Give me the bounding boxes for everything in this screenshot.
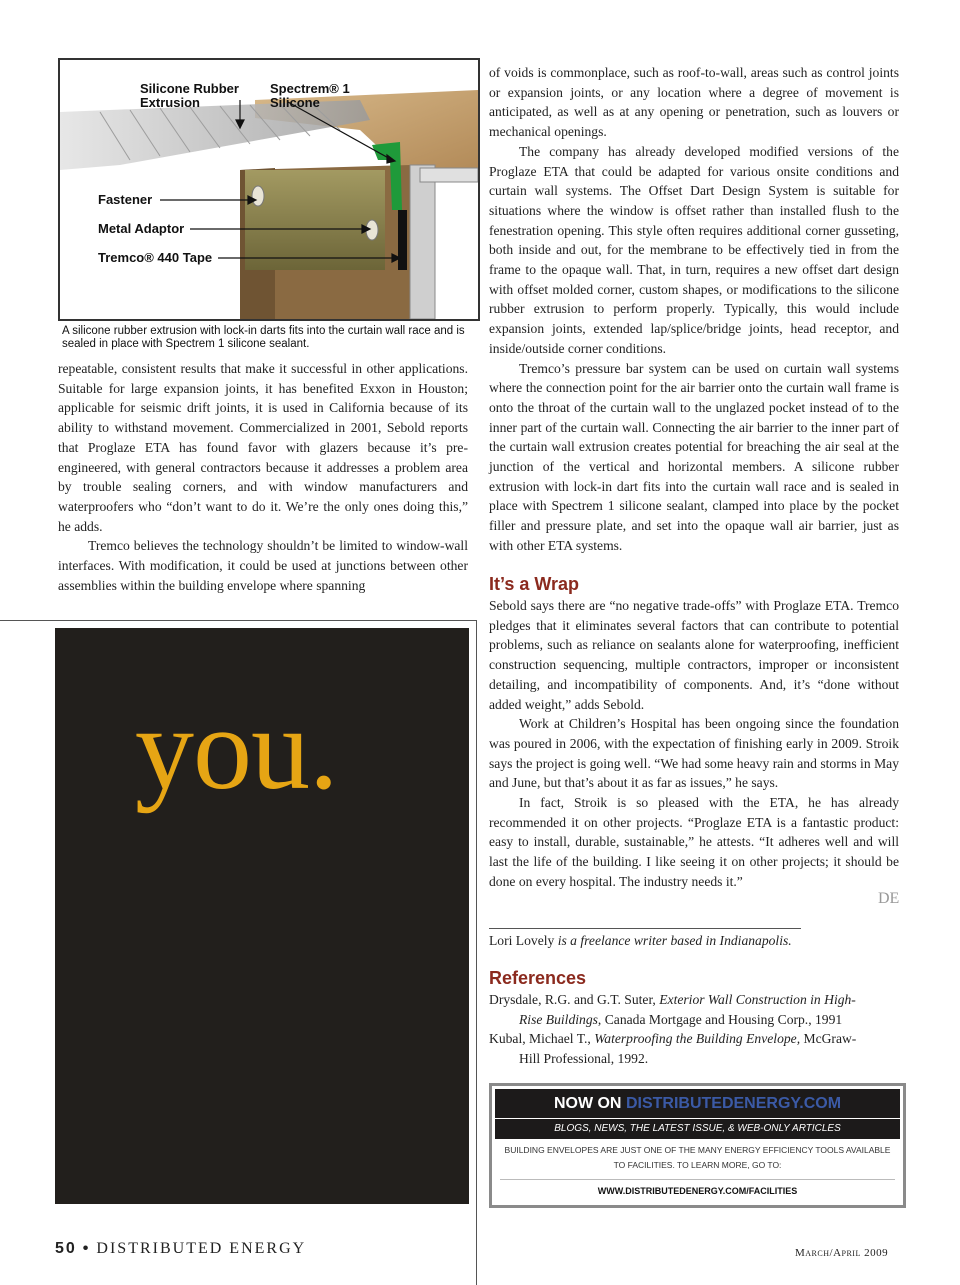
page-number: 50 [55, 1240, 77, 1257]
now-on-label: NOW ON [553, 1095, 626, 1112]
site-link[interactable]: DISTRIBUTEDENERGY.COM [625, 1095, 842, 1112]
reference-item [489, 990, 874, 1029]
spectrem-silicone-label: Spectrem® 1 Silicone [270, 81, 350, 110]
paragraph: repeatable, consistent results that make it successful in other applications. Suitable for large expansion joints, it has benefited Exxon in Houston; applicable for seismic drift joints, it is used in California because of its ability to withstand movement. Commercialized in 2001, Sebold reports that Proglaze ETA has found favor with glazers because it’s pre-engineered, with general contractors because it addresses a problem area by trouble sealing corners, and with window manufacturers and waterproofers who “don’t want to do it. We’re the only ones doing this,” he adds. [58, 361, 468, 534]
right-column-text [489, 63, 899, 556]
reference-authors: Kubal, Michael T., [489, 1031, 595, 1047]
divider [476, 620, 477, 1285]
paragraph: Tremco’s pressure bar system can be used on curtain wall systems where the connection point for the air barrier onto the curtain wall frame is onto the throat of the curtain wall to the unglazed pocket instead of to the inner part of the curtain wall. Connecting the air barrier to the inner part of the curtain wall extrusion creates potential for breaching the air seal at the junction of the vertical and horizontal members. A silicone rubber extrusion with lock-in dart fits into the curtain wall race and is sealed in place with Spectrem 1 silicone sealant, clamped into place by the pocket filler and pressure plate, and set into the opaque wall air barrier, just as with other ETA systems. [489, 360, 899, 553]
curtain-wall-illustration [60, 60, 478, 319]
reference-item [489, 1029, 874, 1068]
web-promo-url[interactable]: WWW.DISTRIBUTEDENERGY.COM/FACILITIES [500, 1179, 895, 1196]
reference-publisher: McGraw-Hill Professional, 1992. [519, 1031, 857, 1067]
author-bio [489, 931, 899, 951]
fastener-label: Fastener [98, 192, 153, 207]
paragraph: Sebold says there are “no negative trade-offs” with Proglaze ETA. Tremco pledges that it eliminates several factors that can contribute to potential problems, such as reliance on sealants alone for waterproofing, inefficient construction sequencing, multiple contractors, improper or inconsistent detailing, and incompatibility of components. And, it’s “done without added weight,” adds Sebold. [489, 598, 899, 712]
web-promo-header [495, 1089, 900, 1118]
divider [0, 620, 476, 621]
issue-date: March/April 2009 [795, 1247, 889, 1259]
author-bio-text: is a freelance writer based in Indianapolis. [554, 933, 792, 948]
paragraph: Tremco believes the technology shouldn’t be limited to window-wall interfaces. With modification, it could be used at junctions between other assemblies within the building envelope where spanning [58, 538, 468, 593]
section-heading-references: References [489, 968, 587, 988]
reference-publisher: , Canada Mortgage and Housing Corp., 1991 [597, 1011, 843, 1027]
web-promo-box [489, 1083, 906, 1208]
silicone-rubber-extrusion-label: Silicone Rubber Extrusion [140, 81, 239, 110]
wrap-section-text [489, 596, 899, 892]
paragraph: Work at Children’s Hospital has been ongoing since the foundation was poured in 2006, with the expectation of finishing early in 2009. Stroik says the project is going well. “We had some heavy rain and storms in May and June, but that’s about it as far as issues,” he says. [489, 716, 899, 791]
web-promo-body: BUILDING ENVELOPES ARE JUST ONE OF THE MANY ENERGY EFFICIENCY TOOLS AVAILABLE TO FACILITIES. TO LEARN MORE, GO TO: [504, 1145, 891, 1170]
references-list [489, 990, 874, 1069]
paragraph: The company has already developed modified versions of the Proglaze ETA that could be adapted for various onsite conditions and curtain wall systems. The Offset Dart Design System is suitable for situations where the window is offset rather than installed flush to the fenestration opening. This style often requires additional corner gusseting, both inside and out, for the membrane to be effectively tied in from the frame to the opaque wall. That, in turn, requires a new offset dart design with offset molded corner, custom shapes, or modifications to the silicone rubber extrusion to perform properly. Typically, this would include expansion joints, extended lap/splice/bridge joints, head receptor, and inside/outside corner conditions. [489, 143, 899, 356]
web-promo-subtitle: BLOGS, NEWS, THE LATEST ISSUE, & WEB-ONLY ARTICLES [495, 1119, 900, 1139]
curtain-wall-diagram [58, 58, 480, 321]
reference-authors: Drysdale, R.G. and G.T. Suter, [489, 992, 660, 1007]
paragraph: of voids is commonplace, such as roof-to-wall, areas such as control joints or expansion joints, or any location where a degree of movement is anticipated, as well as at any opening or penetration, such as louvers or mechanical openings. [489, 65, 899, 140]
footer-bullet: • [82, 1240, 91, 1257]
left-column-text [58, 359, 468, 595]
figure-caption: A silicone rubber extrusion with lock-in darts fits into the curtain wall race and is sealed in place with Spectrem 1 silicone sealant. [62, 325, 465, 350]
advertisement [55, 628, 469, 1204]
author-name: Lori Lovely [489, 933, 555, 948]
end-mark: DE [878, 890, 900, 907]
footer-left [55, 1240, 306, 1258]
ad-headline: you. [135, 683, 338, 814]
reference-title: Waterproofing the Building Envelope, [594, 1031, 801, 1047]
paragraph: In fact, Stroik is so pleased with the ETA, he has already recommended it on other projects. “Proglaze ETA is a fantastic product: easy to install, durable, sustainable,” he attests. “It adheres well and will last the life of the building. I like seeing it on other projects; it should be done on every hospital. The industry needs it.” [489, 795, 899, 889]
tremco-tape-label: Tremco® 440 Tape [98, 250, 213, 265]
section-heading-wrap: It’s a Wrap [489, 574, 580, 594]
metal-adaptor-label: Metal Adaptor [98, 221, 185, 236]
reference-title: Exterior Wall Construction in High-Rise Buildings [519, 992, 856, 1027]
author-divider [489, 928, 801, 929]
magazine-name: DISTRIBUTED ENERGY [96, 1240, 307, 1257]
